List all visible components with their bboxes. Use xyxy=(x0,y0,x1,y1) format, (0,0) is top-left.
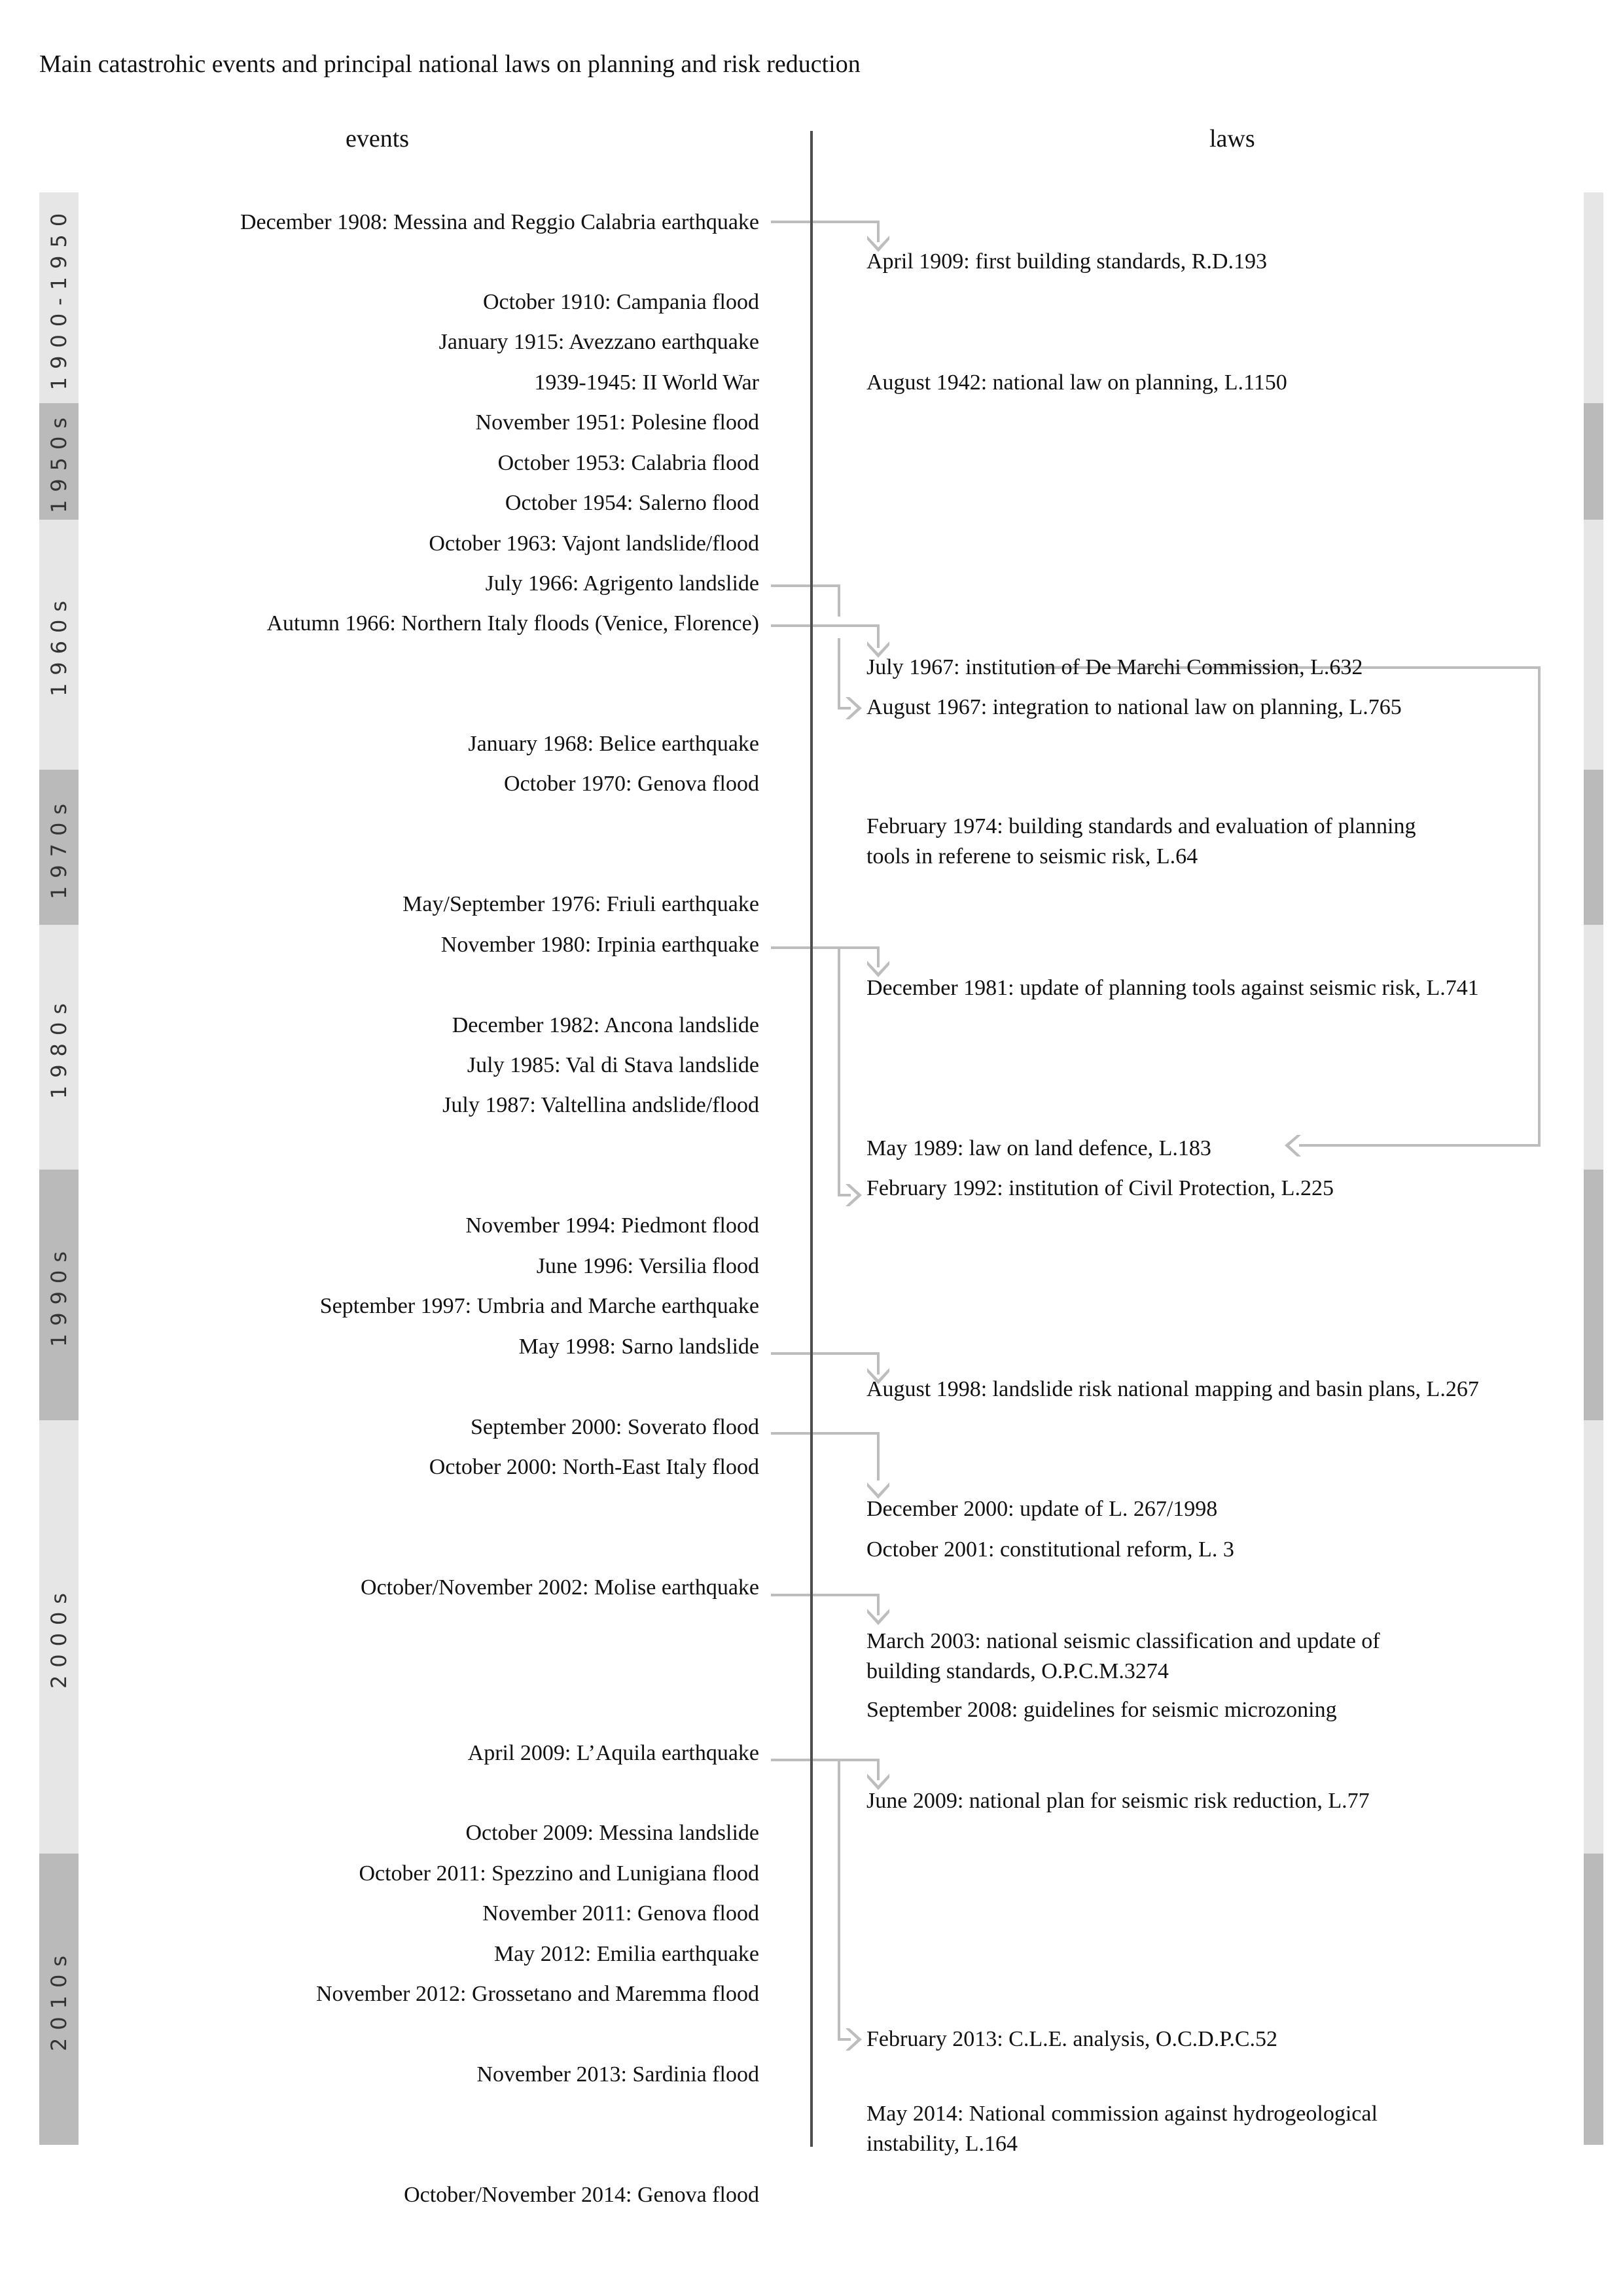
event-item: 1939-1945: II World War xyxy=(534,370,759,395)
period-label: 1980s xyxy=(46,995,72,1100)
law-item xyxy=(866,812,1416,872)
connector-line xyxy=(771,222,878,242)
period-label: 1950s xyxy=(46,409,72,514)
connector-line xyxy=(771,626,878,648)
events-column-header: events xyxy=(346,125,410,152)
law-text: February 1974: building standards and evaluation of planning xyxy=(866,814,1416,838)
event-item: April 2009: L’Aquila earthquake xyxy=(467,1741,759,1765)
event-item: May 1998: Sarno landslide xyxy=(518,1335,759,1359)
law-text: building standards, O.P.C.M.3274 xyxy=(866,1659,1169,1683)
event-item: October 1963: Vajont landslide/flood xyxy=(429,531,759,556)
event-item: November 2011: Genova flood xyxy=(482,1901,759,1926)
connector-line xyxy=(771,1595,878,1615)
connector-line xyxy=(771,1354,878,1374)
law-text: June 2009: national plan for seismic risk reduction, L.77 xyxy=(866,1789,1370,1813)
period-label: 1900-1950 xyxy=(46,205,72,391)
period-label: 1970s xyxy=(46,795,72,899)
period-label: 2010s xyxy=(46,1947,72,2051)
event-item: Autumn 1966: Northern Italy floods (Venice, Florence) xyxy=(266,611,759,636)
event-item: November 2013: Sardinia flood xyxy=(476,2062,759,2087)
law-item xyxy=(866,2099,1378,2159)
law-item xyxy=(866,247,1267,277)
law-item xyxy=(866,1786,1370,1816)
event-item: October 1970: Genova flood xyxy=(504,772,759,796)
event-item: May/September 1976: Friuli earthquake xyxy=(402,892,759,916)
event-item: October 1910: Campania flood xyxy=(482,290,759,314)
law-text: September 2008: guidelines for seismic microzoning xyxy=(866,1698,1337,1722)
event-item: October 2009: Messina landslide xyxy=(465,1821,759,1845)
event-item: October 1954: Salerno flood xyxy=(505,491,759,515)
event-item: September 2000: Soverato flood xyxy=(471,1415,759,1439)
law-text: tools in referene to seismic risk, L.64 xyxy=(866,844,1198,869)
period-label: 1990s xyxy=(46,1243,72,1347)
law-text: August 1942: national law on planning, L.1150 xyxy=(866,370,1287,395)
arrow-left-icon xyxy=(1285,1135,1301,1157)
connector-line xyxy=(839,1760,851,2039)
law-item xyxy=(866,1494,1217,1524)
event-item: May 2012: Emilia earthquake xyxy=(493,1942,759,1966)
law-item xyxy=(866,692,1402,723)
connector-line xyxy=(839,948,851,1195)
law-text: February 1992: institution of Civil Protection, L.225 xyxy=(866,1176,1334,1200)
event-item: November 1994: Piedmont flood xyxy=(465,1213,759,1238)
law-item xyxy=(866,653,1363,683)
law-text: February 2013: C.L.E. analysis, O.C.D.P.C.52 xyxy=(866,2027,1278,2051)
event-item: November 2012: Grossetano and Maremma flood xyxy=(316,1982,759,2006)
law-item xyxy=(866,973,1479,1003)
event-item: November 1951: Polesine flood xyxy=(475,410,759,435)
connector-line xyxy=(771,1433,878,1480)
law-text: December 2000: update of L. 267/1998 xyxy=(866,1497,1218,1521)
event-item: October 2000: North-East Italy flood xyxy=(429,1455,759,1479)
law-text: May 2014: National commission against hydrogeological xyxy=(866,2102,1378,2126)
connector-line xyxy=(771,1760,878,1780)
event-item: November 1980: Irpinia earthquake xyxy=(440,933,759,957)
law-text: August 1967: integration to national law on planning, L.765 xyxy=(866,695,1402,719)
law-text: July 1967: institution of De Marchi Commission, L.632 xyxy=(866,655,1363,679)
page-title: Main catastrohic events and principal national laws on planning and risk reduction xyxy=(39,50,861,78)
event-item: December 1908: Messina and Reggio Calabria earthquake xyxy=(240,210,759,234)
law-text: May 1989: law on land defence, L.183 xyxy=(866,1136,1211,1160)
event-item: October 2011: Spezzino and Lunigiana flood xyxy=(359,1861,759,1886)
period-label: 1960s xyxy=(46,592,72,697)
event-item: July 1987: Valtellina andslide/flood xyxy=(442,1093,759,1117)
event-item: July 1985: Val di Stava landslide xyxy=(467,1053,759,1077)
law-text: March 2003: national seismic classification and update of xyxy=(866,1629,1380,1653)
law-item xyxy=(866,2024,1277,2054)
event-item: December 1982: Ancona landslide xyxy=(452,1013,759,1037)
law-text: December 1981: update of planning tools against seismic risk, L.741 xyxy=(866,976,1479,1000)
law-item xyxy=(866,1134,1211,1164)
connector-line xyxy=(771,948,878,967)
period-label: 2000s xyxy=(46,1585,72,1689)
law-item xyxy=(866,1174,1334,1204)
law-item xyxy=(866,1374,1479,1405)
law-item xyxy=(866,1535,1234,1565)
law-item xyxy=(866,368,1287,398)
law-text: August 1998: landslide risk national mapping and basin plans, L.267 xyxy=(866,1377,1479,1401)
event-item: October/November 2014: Genova flood xyxy=(404,2183,759,2207)
laws-column-header: laws xyxy=(1209,125,1255,152)
law-text: April 1909: first building standards, R.D.193 xyxy=(866,249,1267,274)
law-item xyxy=(866,1695,1337,1725)
event-item: October 1953: Calabria flood xyxy=(497,451,759,475)
event-item: January 1915: Avezzano earthquake xyxy=(438,330,759,354)
event-item: January 1968: Belice earthquake xyxy=(468,732,759,756)
connector-line xyxy=(771,586,839,617)
law-text: October 2001: constitutional reform, L. 3 xyxy=(866,1537,1234,1562)
event-item: September 1997: Umbria and Marche earthquake xyxy=(319,1294,759,1318)
connector-line xyxy=(1034,668,1539,1145)
law-text: instability, L.164 xyxy=(866,2132,1018,2156)
event-item: June 1996: Versilia flood xyxy=(536,1254,759,1278)
law-item xyxy=(866,1626,1380,1687)
event-item: October/November 2002: Molise earthquake xyxy=(361,1575,759,1600)
event-item: July 1966: Agrigento landslide xyxy=(485,571,759,596)
